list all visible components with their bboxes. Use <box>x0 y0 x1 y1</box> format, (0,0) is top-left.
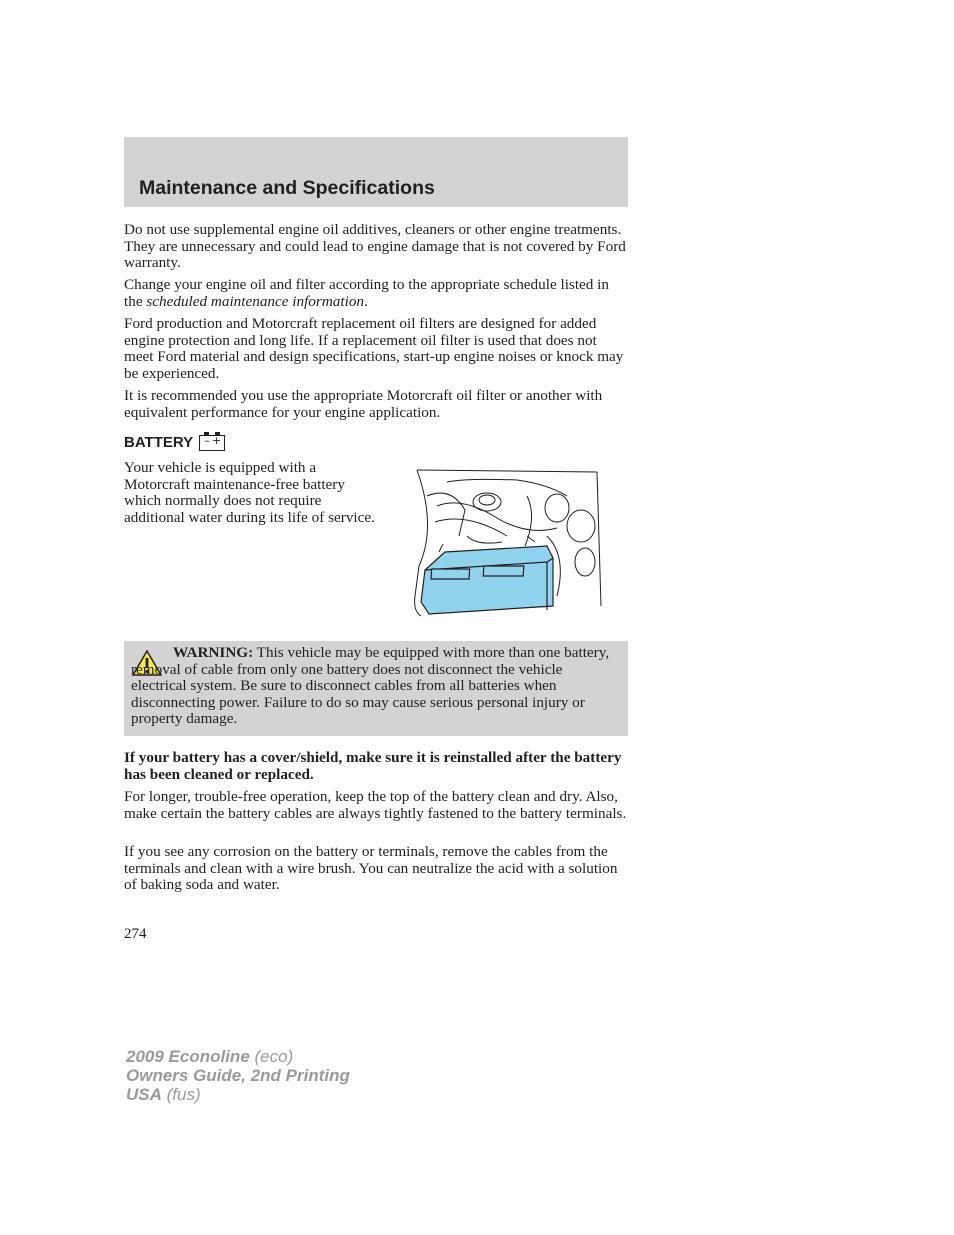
paragraph-recommended-filter: It is recommended you use the appropriate Motorcraft oil filter or another with equivalent performance for your engine application. <box>124 387 603 421</box>
warning-box <box>124 641 628 736</box>
cover-shield-note: If your battery has a cover/shield, make sure it is reinstalled after the battery has been cleaned or replaced. <box>124 749 622 783</box>
paragraph-oil-filters: Ford production and Motorcraft replacement oil filters are designed for added engine protection and long life. If a replacement oil filter is used that does not meet Ford material and design specifications, start-up engine noises or knock may be experienced. <box>124 315 624 382</box>
footer <box>126 1047 350 1104</box>
paragraph-battery-clean: For longer, trouble-free operation, keep the top of the battery clean and dry. Also, make certain the battery cables are always tightly fastened to the battery terminals. <box>124 788 627 822</box>
footer-region-code: (fus) <box>161 1085 201 1104</box>
battery-intro: Your vehicle is equipped with a Motorcraft maintenance-free battery which normally does not require additional water during its life of service. <box>124 459 375 526</box>
header-band <box>124 137 628 207</box>
page-title: Maintenance and Specifications <box>139 177 435 199</box>
warning-text <box>131 645 611 728</box>
footer-model: 2009 Econoline <box>126 1047 250 1066</box>
footer-line-2 <box>126 1066 350 1085</box>
warning-body: This vehicle may be equipped with more than one battery, removal of cable from only one battery does not disconnect the vehicle electrical system. Be sure to disconnect cables from all batteries when disconnecting power. Failure to do so may cause serious personal injury or property damage. <box>131 644 610 727</box>
battery-heading-label: BATTERY <box>124 434 194 451</box>
page-number: 274 <box>124 926 147 942</box>
paragraph-change-oil <box>124 277 628 310</box>
warning-label: WARNING: <box>173 644 254 661</box>
paragraph-change-oil-text: Change your engine oil and filter according to the appropriate schedule listed in the <box>124 276 609 310</box>
footer-line-1 <box>126 1047 350 1066</box>
engine-battery-illustration <box>407 466 603 626</box>
footer-guide: Owners Guide, 2nd Printing <box>126 1066 350 1085</box>
battery-icon: – + <box>199 435 225 451</box>
paragraph-corrosion: If you see any corrosion on the battery or terminals, remove the cables from the terminals and clean with a wire brush. You can neutralize the acid with a solution of baking soda and water. <box>124 843 618 893</box>
battery-heading <box>124 434 225 451</box>
engine-battery-drawing <box>407 466 603 622</box>
footer-model-code: (eco) <box>249 1047 294 1066</box>
paragraph-change-oil-end: . <box>364 292 368 310</box>
scheduled-maintenance-link: scheduled maintenance information <box>146 292 365 310</box>
footer-line-3 <box>126 1085 350 1104</box>
paragraph-additives: Do not use supplemental engine oil additives, cleaners or other engine treatments. They are unnecessary and could lead to engine damage that is not covered by Ford warranty. <box>124 221 626 271</box>
footer-region: USA <box>126 1085 162 1104</box>
